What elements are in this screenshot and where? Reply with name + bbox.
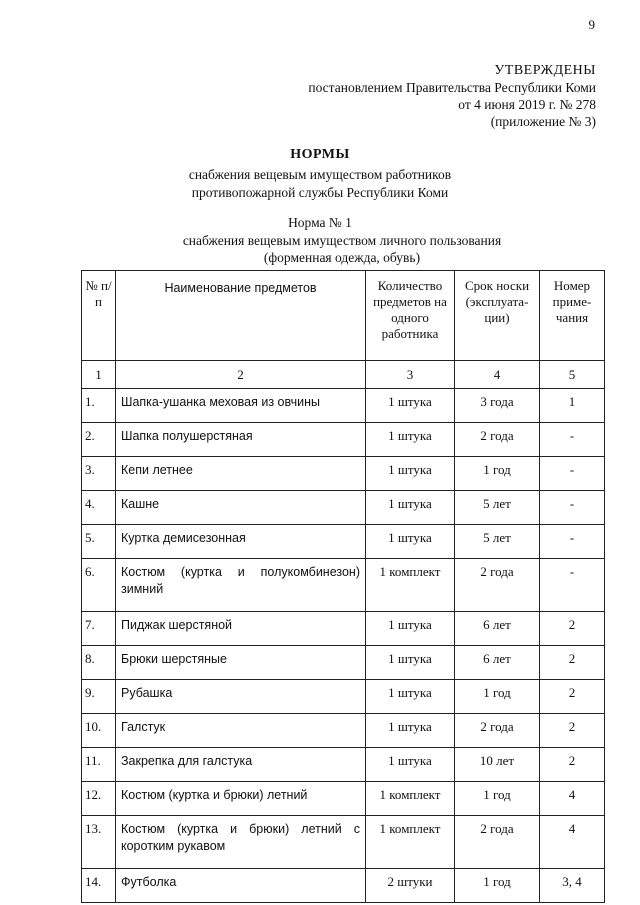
header-name: Наименование предметов [116,271,366,361]
cell-note: - [540,457,605,491]
norm-subtitle [22,232,640,266]
cell-name: Пиджак шерстяной [116,612,366,646]
header-qty: Количество предметов на одного работника [366,271,455,361]
cell-name: Костюм (куртка и брюки) летний с коротким рукавом [116,816,366,869]
cell-num: 13. [82,816,116,869]
cell-note: 2 [540,612,605,646]
cell-qty: 1 штука [366,423,455,457]
cell-term: 1 год [455,680,540,714]
cell-term: 2 года [455,559,540,612]
table-row [82,389,605,423]
table-row [82,680,605,714]
norms-table [81,270,605,903]
approval-line-date: от 4 июня 2019 г. № 278 [458,97,596,112]
cell-qty: 1 штука [366,646,455,680]
cell-term: 5 лет [455,491,540,525]
cell-qty: 1 штука [366,457,455,491]
cell-num: 2. [82,423,116,457]
column-number: 5 [540,361,605,389]
norm-subtitle-line2: (форменная одежда, обувь) [263,250,421,265]
table-row [82,782,605,816]
cell-num: 9. [82,680,116,714]
table-row [82,559,605,612]
cell-term: 6 лет [455,612,540,646]
table-row [82,714,605,748]
cell-note: 1 [540,389,605,423]
cell-name: Костюм (куртка и полукомбинезон) зимний [116,559,366,612]
table-row [82,612,605,646]
norm-subtitle-line1: снабжения вещевым имуществом личного пользования [182,233,502,248]
cell-name: Брюки шерстяные [116,646,366,680]
cell-num: 12. [82,782,116,816]
cell-note: 2 [540,680,605,714]
cell-term: 2 года [455,714,540,748]
cell-note: - [540,491,605,525]
cell-num: 14. [82,869,116,903]
cell-name: Куртка демисезонная [116,525,366,559]
cell-note: - [540,525,605,559]
cell-qty: 1 штука [366,714,455,748]
document-subtitle [0,166,640,202]
cell-term: 2 года [455,816,540,869]
cell-name: Закрепка для галстука [116,748,366,782]
cell-name: Галстук [116,714,366,748]
cell-term: 3 года [455,389,540,423]
cell-name: Кашне [116,491,366,525]
approval-line-decree: постановлением Правительства Республики Коми [308,80,596,95]
document-subtitle-line2: противопожарной службы Республики Коми [191,185,449,200]
cell-num: 10. [82,714,116,748]
cell-name: Рубашка [116,680,366,714]
cell-qty: 1 штука [366,389,455,423]
cell-term: 5 лет [455,525,540,559]
cell-term: 10 лет [455,748,540,782]
cell-num: 1. [82,389,116,423]
header-note: Номер приме-чания [540,271,605,361]
cell-num: 3. [82,457,116,491]
approval-block [308,62,596,130]
table-row [82,457,605,491]
table-row [82,646,605,680]
cell-term: 2 года [455,423,540,457]
cell-term: 6 лет [455,646,540,680]
approval-heading: УТВЕРЖДЕНЫ [494,63,596,78]
cell-num: 5. [82,525,116,559]
cell-note: - [540,559,605,612]
cell-num: 4. [82,491,116,525]
cell-num: 6. [82,559,116,612]
cell-name: Кепи летнее [116,457,366,491]
table-row [82,525,605,559]
table-row [82,491,605,525]
cell-num: 11. [82,748,116,782]
cell-term: 1 год [455,782,540,816]
column-number-row [82,361,605,389]
table-row [82,423,605,457]
cell-note: 4 [540,782,605,816]
cell-qty: 1 комплект [366,559,455,612]
cell-name: Шапка полушерстяная [116,423,366,457]
cell-qty: 1 комплект [366,782,455,816]
cell-qty: 1 штука [366,748,455,782]
cell-qty: 1 штука [366,491,455,525]
column-number: 4 [455,361,540,389]
document-subtitle-line1: снабжения вещевым имуществом работников [188,167,452,182]
column-number: 1 [82,361,116,389]
cell-qty: 2 штуки [366,869,455,903]
header-num: № п/п [82,271,116,361]
cell-note: 2 [540,714,605,748]
cell-note: 2 [540,646,605,680]
cell-num: 7. [82,612,116,646]
cell-note: - [540,423,605,457]
norm-title: Норма № 1 [288,215,352,230]
cell-name: Костюм (куртка и брюки) летний [116,782,366,816]
table-row [82,869,605,903]
cell-qty: 1 штука [366,612,455,646]
cell-name: Шапка-ушанка меховая из овчины [116,389,366,423]
cell-note: 2 [540,748,605,782]
cell-note: 4 [540,816,605,869]
column-number: 3 [366,361,455,389]
column-number: 2 [116,361,366,389]
table-row [82,816,605,869]
header-term: Срок носки (эксплуата-ции) [455,271,540,361]
table-header-row [82,271,605,361]
approval-line-appendix: (приложение № 3) [490,114,596,129]
page-number: 9 [588,17,595,32]
cell-note: 3, 4 [540,869,605,903]
document-title: НОРМЫ [290,147,350,162]
cell-qty: 1 штука [366,525,455,559]
cell-term: 1 год [455,869,540,903]
cell-num: 8. [82,646,116,680]
cell-qty: 1 штука [366,680,455,714]
cell-name: Футболка [116,869,366,903]
cell-term: 1 год [455,457,540,491]
cell-qty: 1 комплект [366,816,455,869]
table-row [82,748,605,782]
